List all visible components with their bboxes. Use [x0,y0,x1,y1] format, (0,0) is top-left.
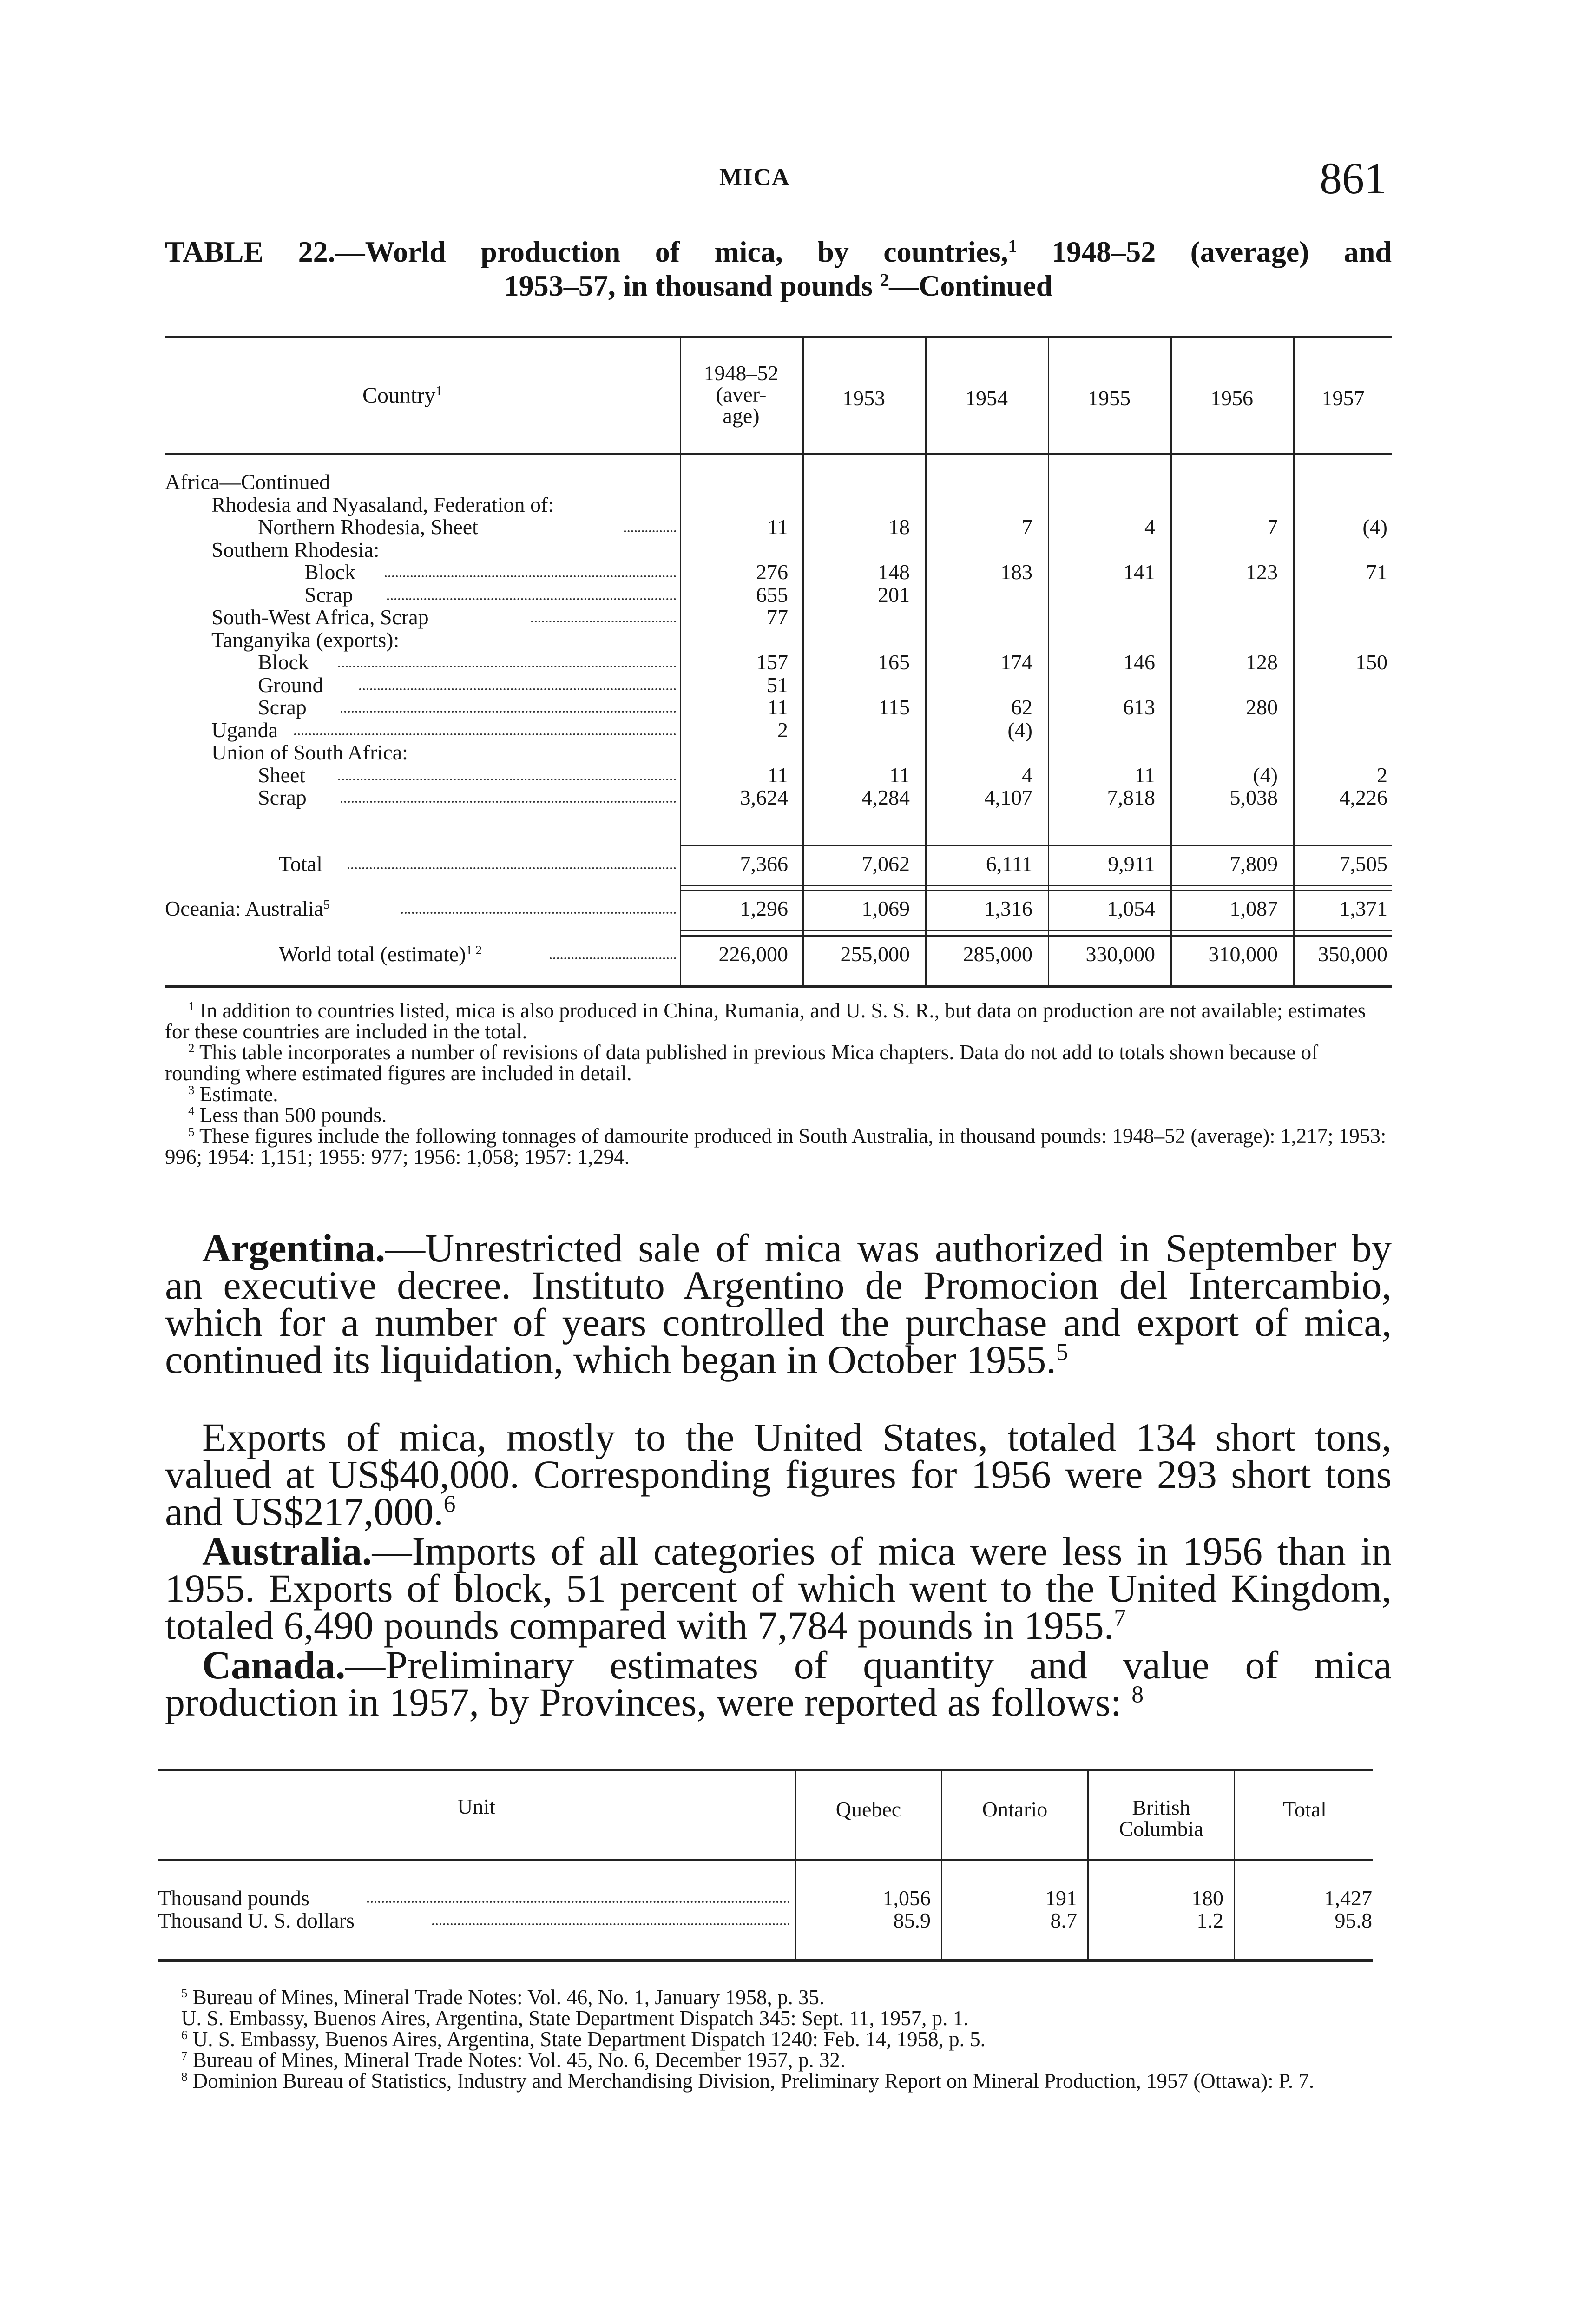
row-label: Scrap [258,786,307,809]
row-label: Union of South Africa: [211,740,408,764]
header-year-1957: 1957 [1321,386,1365,410]
table-cell: 1,316 [984,897,1032,920]
table-cell: (4) [1253,763,1278,787]
table-cell: 1,371 [1339,897,1387,920]
table-cell: 11 [767,515,788,539]
row-label: Northern Rhodesia, Sheet [258,515,478,539]
row-label: Uganda [211,718,278,742]
table-cell: 1,296 [740,897,788,920]
paragraph-argentina-exports: Exports of mica, mostly to the United States, totaled 134 short tons, valued at US$40,000. Corresponding figures for 1956 were 293 short tons and US$217,000.$^6$ [165,1415,1392,1534]
canada-cell: 8.7 [1050,1908,1077,1932]
row-label: Southern Rhodesia: [211,537,380,561]
page-footnote: $^8$ Dominion Bureau of Statistics, Industry and Merchandising Division, Preliminary Report on Mineral Production, 1957 (Ottawa): P. 7. [181,2069,1315,2093]
paragraph-australia: Australia.—Imports of all categories of mica were less in 1956 than in 1955. Exports of block, 51 percent of which went to the United Kingdom, totaled 6,490 pounds compared with 7,784 pounds in 1955.$^7$ [165,1529,1392,1648]
paragraph-canada: Canada.—Preliminary estimates of quantity and value of mica production in 1957, by Provinces, were reported as follows: $^8$ [165,1643,1392,1724]
row-label: Sheet [258,763,306,787]
table-cell: 255,000 [840,942,910,966]
table-cell: 4,107 [984,786,1032,809]
table-cell: 7,809 [1229,852,1278,876]
paragraph-argentina: Argentina.—Unrestricted sale of mica was authorized in September by an executive decree. Instituto Argentino de Promocion del Intercambio, which for a number of years controlled the purchase and export of mica, continued its liquidation, which began in October 1955.$^5$ [165,1226,1392,1382]
table-cell: 71 [1366,560,1387,584]
table-cell: (4) [1362,515,1387,539]
header-country: Country$^1$ [362,383,442,408]
table-cell: 5,038 [1229,786,1278,809]
page-footnote: U. S. Embassy, Buenos Aires, Argentina, State Department Dispatch 345: Sept. 11, 1957, p. 1. [181,2007,969,2030]
table-cell: 174 [1000,650,1032,674]
table-cell: 4,226 [1339,786,1387,809]
table-footnote-3: $^3$ Estimate. [188,1083,278,1106]
table-footnote-4: $^4$ Less than 500 pounds. [188,1103,387,1127]
row-label: World total (estimate)$^{1 2}$ [279,942,482,966]
canada-cell: 1,056 [882,1886,931,1910]
row-label: Total [279,852,322,876]
table-cell: 11 [1134,763,1155,787]
header-year-1953: 1953 [842,386,885,410]
canada-cell: 85.9 [893,1908,931,1932]
table-cell: 115 [878,695,910,719]
table-footnote-1: $^1$ In addition to countries listed, mica is also produced in China, Rumania, and U. S. S. R., but data on production are not available; estimates for these countries are included in the total. [165,999,1366,1043]
row-label: Africa—Continued [165,470,330,494]
table-cell: 150 [1355,650,1387,674]
page-footnote: $^5$ Bureau of Mines, Mineral Trade Notes: Vol. 46, No. 1, January 1958, p. 35. [181,1986,825,2009]
table-cell: 123 [1246,560,1278,584]
table-cell: 18 [888,515,910,539]
table-cell: 3,624 [740,786,788,809]
table-cell: 1,069 [861,897,910,920]
canada-cell: 1,427 [1324,1886,1372,1910]
table-caption-line-1: TABLE 22.—World production of mica, by countries,$^1$ 1948–52 (average) and [165,235,1392,268]
table-cell: 7,062 [861,852,910,876]
table-cell: 7,366 [740,852,788,876]
canada-header-quebec: Quebec [835,1797,901,1821]
header-year-1956: 1956 [1210,386,1253,410]
canada-cell: 180 [1191,1886,1223,1910]
table-cell: 62 [1011,695,1032,719]
canada-row-label: Thousand U. S. dollars [158,1908,355,1932]
table-cell: 276 [756,560,788,584]
table-cell: 226,000 [718,942,788,966]
canada-header-ontario: Ontario [982,1797,1048,1821]
page-footnote: $^7$ Bureau of Mines, Mineral Trade Notes: Vol. 45, No. 6, December 1957, p. 32. [181,2048,846,2072]
table-cell: 9,911 [1108,852,1155,876]
table-cell: (4) [1007,718,1032,742]
canada-cell: 191 [1045,1886,1077,1910]
row-label: Block [304,560,355,584]
canada-header-unit: Unit [457,1795,495,1818]
table-cell: 2 [777,718,788,742]
table-cell: 141 [1123,560,1155,584]
table-cell: 157 [756,650,788,674]
header-year-1954: 1954 [965,386,1008,410]
table-cell: 1,054 [1107,897,1155,920]
table-cell: 11 [767,763,788,787]
table-cell: 11 [767,695,788,719]
page-number: 861 [1320,153,1387,203]
table-cell: 51 [767,673,788,697]
table-cell: 285,000 [963,942,1032,966]
header-year-1955: 1955 [1088,386,1131,410]
table-cell: 148 [878,560,910,584]
table-cell: 4 [1022,763,1032,787]
table-cell: 7,505 [1339,852,1387,876]
table-cell: 4 [1144,515,1155,539]
table-cell: 310,000 [1208,942,1278,966]
table-footnote-2: $^2$ This table incorporates a number of revisions of data published in previous Mica chapters. Data do not add to totals shown because of rounding where estimated figures are included in detail. [165,1041,1319,1085]
table-cell: 330,000 [1085,942,1155,966]
table-cell: 7,818 [1107,786,1155,809]
row-label: Rhodesia and Nyasaland, Federation of: [211,492,554,516]
table-cell: 77 [767,605,788,629]
row-label: Oceania: Australia$^5$ [165,897,330,920]
row-label: Tanganyika (exports): [211,627,400,652]
canada-cell: 1.2 [1197,1908,1223,1932]
table-cell: 146 [1123,650,1155,674]
canada-row-label: Thousand pounds [158,1886,309,1910]
table-cell: 11 [889,763,910,787]
table-caption-line-2: 1953–57, in thousand pounds $^2$—Continued [504,269,1053,302]
row-label: Scrap [258,695,307,719]
canada-header-british-columbia: British Columbia [1119,1796,1203,1841]
table-cell: 128 [1246,650,1278,674]
table-cell: 6,111 [986,852,1032,876]
row-label: Ground [258,673,323,697]
table-cell: 4,284 [861,786,910,809]
running-head-title: MICA [719,164,790,191]
canada-cell: 95.8 [1335,1908,1372,1932]
table-cell: 7 [1267,515,1278,539]
row-label: South-West Africa, Scrap [211,605,429,629]
table-cell: 280 [1246,695,1278,719]
table-cell: 655 [756,582,788,607]
table-footnote-5: $^5$ These figures include the following tonnages of damourite produced in South Australia, in thousand pounds: 1948–52 (average): 1,217; 1953: 996; 1954: 1,151; 1955: 977; 1956: 1,058; 1957: 1,294. [165,1124,1387,1169]
page-footnotes [158,1987,1373,2092]
table-cell: 1,087 [1229,897,1278,920]
table-cell: 613 [1123,695,1155,719]
table-cell: 350,000 [1318,942,1387,966]
row-label: Block [258,650,309,674]
canada-header-total: Total [1283,1797,1327,1821]
header-avg: 1948–52 (aver- age) [703,361,779,428]
table-cell: 7 [1022,515,1032,539]
table-cell: 201 [878,582,910,607]
table-cell: 183 [1000,560,1032,584]
table-cell: 2 [1377,763,1387,787]
page-footnote: $^6$ U. S. Embassy, Buenos Aires, Argentina, State Department Dispatch 1240: Feb. 14, 1958, p. 5. [181,2027,986,2051]
table-cell: 165 [878,650,910,674]
row-label: Scrap [304,582,353,607]
